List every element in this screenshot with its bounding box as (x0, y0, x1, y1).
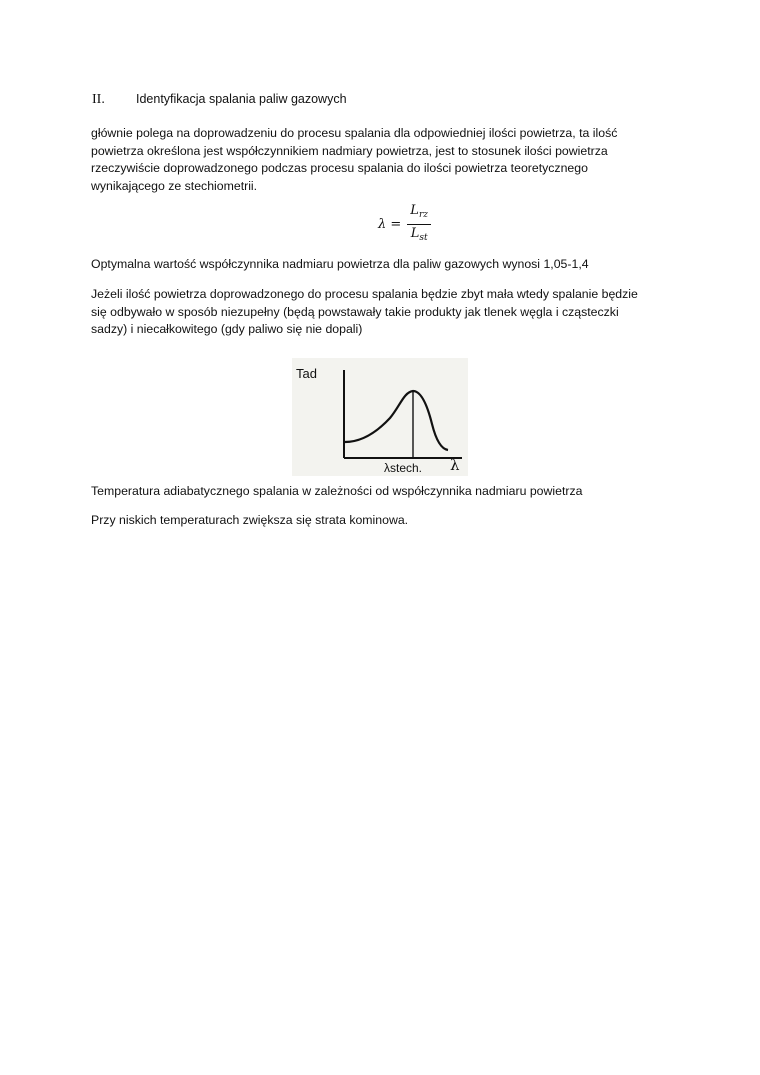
paragraph-intro: głównie polega na doprowadzeniu do procesu spalania dla odpowiedniej ilości powietrza, ta ilość powietrza określona jest współczynnikiem nadmiary powietrza, jest to stosunek ilości powietrza rzeczywiście doprowadzonego podczas procesu spalania do ilości powietrza teoretycznego wynikającego ze stechiometrii. (91, 126, 618, 193)
paragraph-stack-loss: Przy niskich temperaturach zwiększa się strata kominowa. (91, 513, 409, 527)
section-heading (92, 92, 347, 108)
figure-caption: Temperatura adiabatycznego spalania w zależności od współczynnika nadmiaru powietrza (91, 484, 583, 498)
formula-lhs: λ = (378, 217, 402, 232)
formula-denominator: $L_{st}$ (410, 226, 428, 243)
lambda-formula (378, 202, 431, 247)
formula-numerator: $L_{rz}$ (407, 202, 431, 225)
formula-fraction (407, 202, 431, 247)
adiabatic-temperature-sketch (292, 358, 468, 476)
section-number: II. (92, 92, 105, 107)
paragraph-optimal-value: Optymalna wartość współczynnika nadmiaru powietrza dla paliw gazowych wynosi 1,05-1,4 (91, 257, 589, 271)
section-title: Identyfikacja spalania paliw gazowych (136, 92, 347, 106)
temperature-curve (345, 391, 448, 450)
x-axis-label: λ (450, 456, 460, 474)
paragraph-incomplete-combustion: Jeżeli ilość powietrza doprowadzonego do procesu spalania będzie zbyt mała wtedy spalanie będzie się odbywało w sposób niezupełny (będą powstawały takie produkty jak tlenek węgla i cząsteczki sadzy) i niecałkowitego (gdy paliwo się nie dopali) (91, 287, 638, 336)
y-axis-label: Tad (296, 366, 317, 381)
x-marker-label: λstech. (384, 461, 423, 475)
sketch-svg (292, 358, 468, 476)
